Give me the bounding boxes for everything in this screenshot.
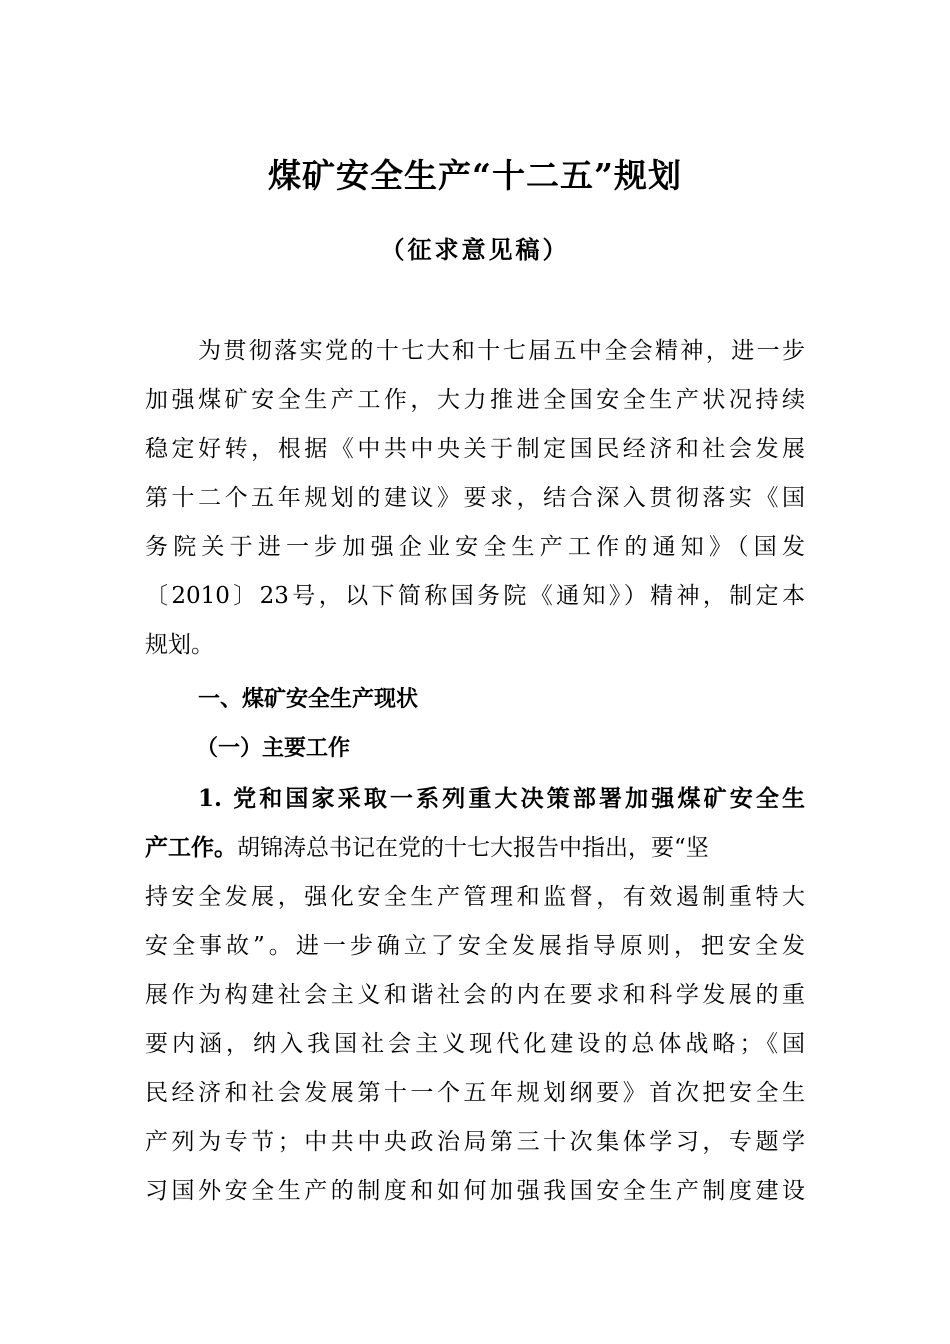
paragraph-text: 胡锦涛总书记在党的十七大报告中指出，要“坚 (237, 835, 709, 861)
document-subtitle: （征求意见稿） (380, 235, 570, 264)
paragraph-line: 〔2010〕23号，以下简称国务院《通知》）精神，制定本 (145, 583, 805, 609)
item-lead-end: 产工作。 (145, 834, 237, 861)
item-lead-line: 1. 党和国家采取一系列重大决策部署加强煤矿安全生 (198, 785, 805, 812)
paragraph-line: 展作为构建社会主义和谐社会的内在要求和科学发展的重 (145, 982, 805, 1008)
document-title: 煤矿安全生产“十二五”规划 (268, 156, 682, 195)
paragraph-line: 持安全发展，强化安全生产管理和监督，有效遏制重特大 (145, 884, 805, 910)
paragraph-line: 务院关于进一步加强企业安全生产工作的通知》（国发 (145, 534, 805, 560)
paragraph-line: 要内涵，纳入我国社会主义现代化建设的总体战略；《国 (145, 1031, 805, 1057)
paragraph-line: 产列为专节；中共中央政治局第三十次集体学习，专题学 (145, 1129, 805, 1155)
paragraph-line: 习国外安全生产的制度和如何加强我国安全生产制度建设 (145, 1178, 805, 1204)
subsection-heading: （一）主要工作 (196, 735, 351, 761)
paragraph-line: 安全事故”。进一步确立了安全发展指导原则，把安全发 (145, 933, 805, 959)
paragraph-line: 民经济和社会发展第十一个五年规划纲要》首次把安全生 (145, 1080, 805, 1106)
paragraph-line: 稳定好转，根据《中共中央关于制定国民经济和社会发展 (145, 436, 805, 462)
paragraph-line (145, 828, 805, 868)
paragraph-line: 加强煤矿安全生产工作，大力推进全国安全生产状况持续 (145, 387, 805, 413)
paragraph-line: 规划。 (145, 632, 214, 658)
paragraph-line: 为贯彻落实党的十七大和十七届五中全会精神，进一步 (198, 338, 805, 364)
section-heading: 一、煤矿安全生产现状 (198, 686, 419, 712)
paragraph-line: 第十二个五年规划的建议》要求，结合深入贯彻落实《国 (145, 485, 805, 511)
